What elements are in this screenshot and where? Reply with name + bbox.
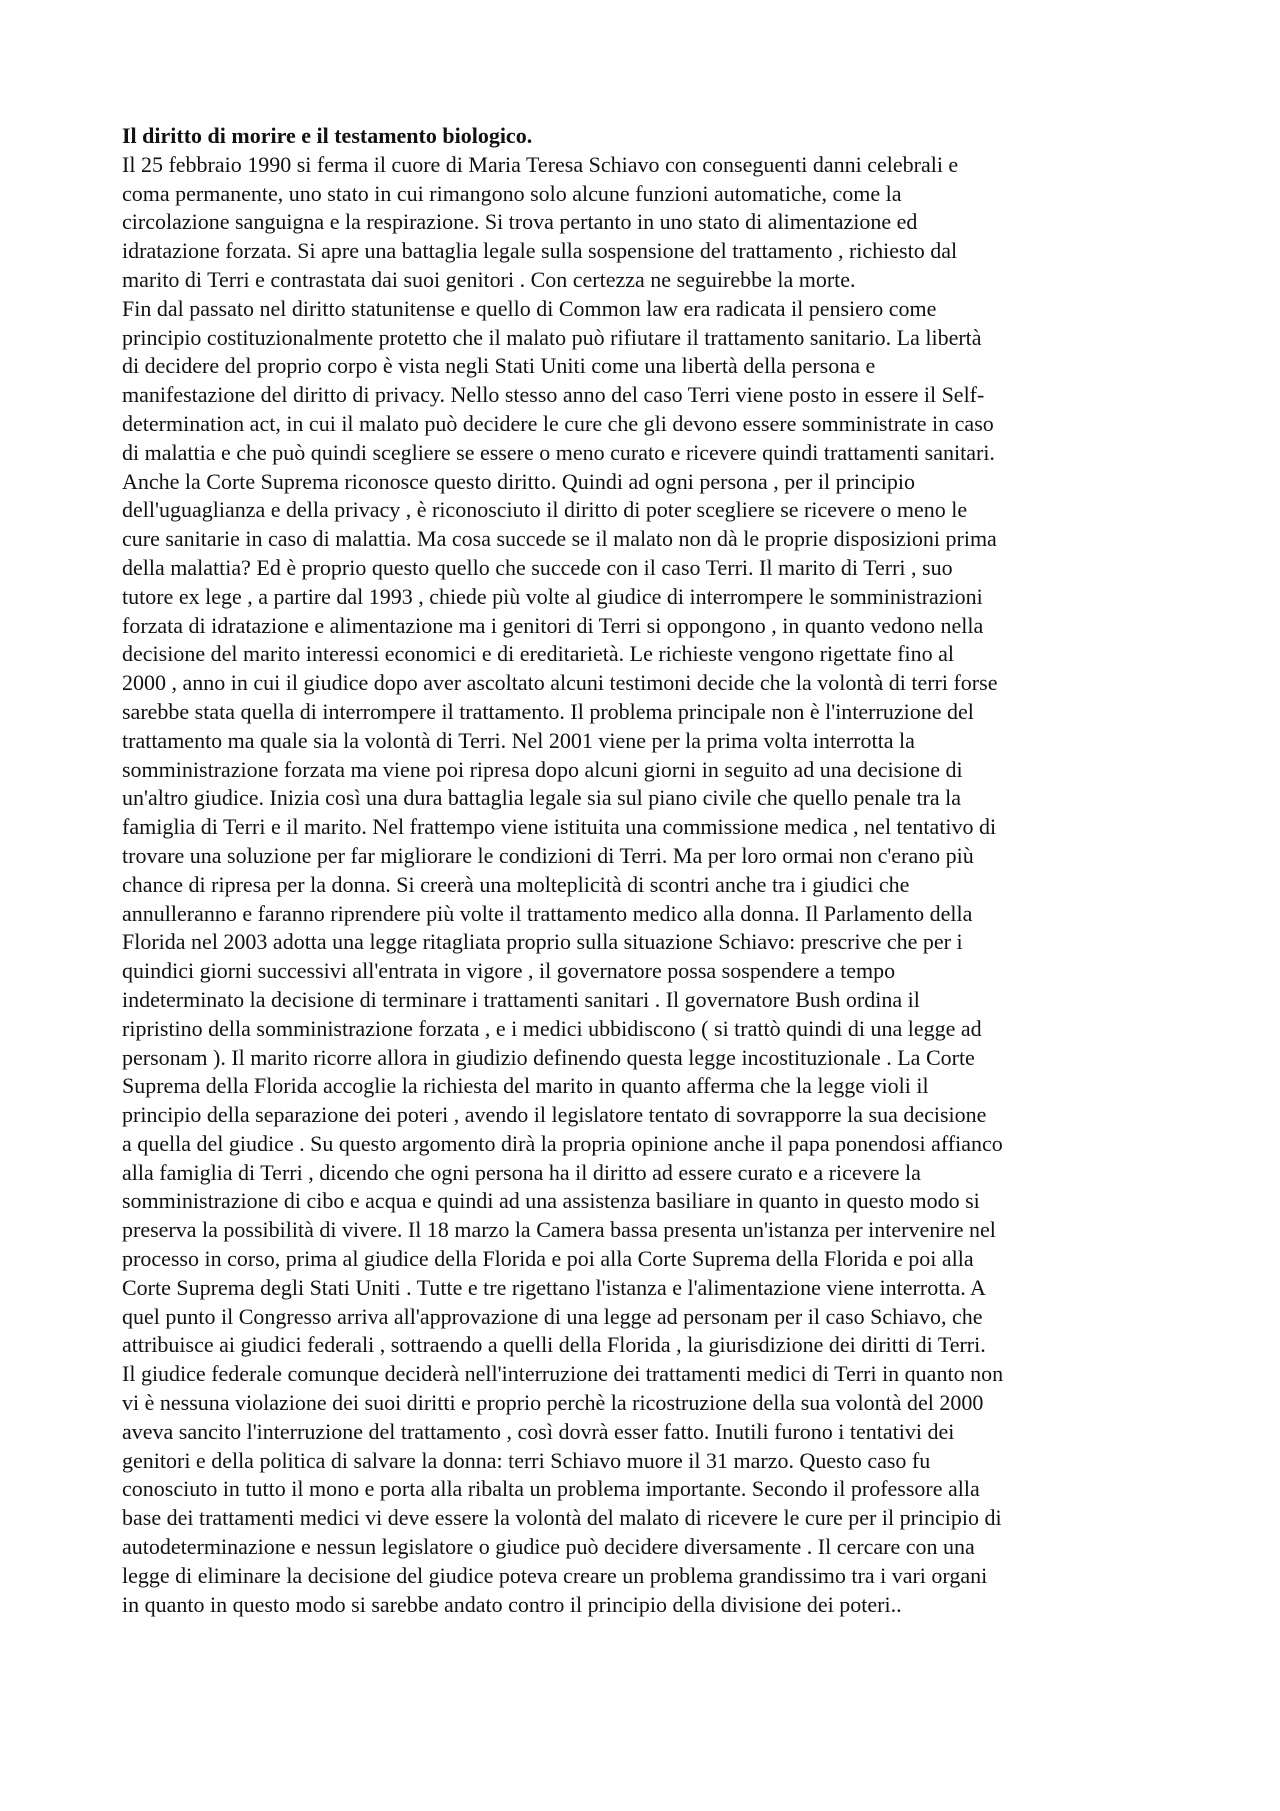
paragraph-intro: Il 25 febbraio 1990 si ferma il cuore di Maria Teresa Schiavo con conseguenti danni celebrali e coma permanente, uno stato in cui rimangono solo alcune funzioni automatiche, come la circolazione sanguigna e la respirazione. Si trova pertanto in uno stato di alimentazione ed idratazione forzata. Si apre una battaglia legale sulla sospensione del trattamento , richiesto dal marito di Terri e contrastata dai suoi genitori . Con certezza ne seguirebbe la morte. xyxy=(122,151,959,292)
document-body xyxy=(122,122,1162,1619)
paragraph-main: Fin dal passato nel diritto statunitense e quello di Common law era radicata il pensiero come principio costituzionalmente protetto che il malato può rifiutare il trattamento sanitario. La libertà di decidere del proprio corpo è vista negli Stati Uniti come una libertà della persona e manifestazione del diritto di privacy. Nello stesso anno del caso Terri viene posto in essere il Self- determination act, in cui il malato può decidere le cure che gli devono essere somministrate in caso di malattia e che può quindi scegliere se essere o meno curato e ricevere quindi trattamenti sanitari. Anche la Corte Suprema riconosce questo diritto. Quindi ad ogni persona , per il principio dell'uguaglianza e della privacy , è riconosciuto il diritto di poter scegliere se ricevere o meno le cure sanitarie in caso di malattia. Ma cosa succede se il malato non dà le proprie disposizioni prima della malattia? Ed è proprio questo quello che succede con il caso Terri. Il marito di Terri , suo tutore ex lege , a partire dal 1993 , chiede più volte al giudice di interrompere le somministrazioni forzata di idratazione e alimentazione ma i genitori di Terri si oppongono , in quanto vedono nella decisione del marito interessi economici e di ereditarietà. Le richieste vengono rigettate fino al 2000 , anno in cui il giudice dopo aver ascoltato alcuni testimoni decide che la volontà di terri forse sarebbe stata quella di interrompere il trattamento. Il problema principale non è l'interruzione del trattamento ma quale sia la volontà di Terri. Nel 2001 viene per la prima volta interrotta la somministrazione forzata ma viene poi ripresa dopo alcuni giorni in seguito ad una decisione di un'altro giudice. Inizia così una dura battaglia legale sia sul piano civile che quello penale tra la famiglia di Terri e il marito. Nel frattempo viene istituita una commissione medica , nel tentativo di trovare una soluzione per far migliorare le condizioni di Terri. Ma per loro ormai non c'erano più chance di ripresa per la donna. Si creerà una molteplicità di scontri anche tra i giudici che annulleranno e faranno riprendere più volte il trattamento medico alla donna. Il Parlamento della Florida nel 2003 adotta una legge ritagliata proprio sulla situazione Schiavo: prescrive che per i quindici giorni successivi all'entrata in vigore , il governatore possa sospendere a tempo indeterminato la decisione di terminare i trattamenti sanitari . Il governatore Bush ordina il ripristino della somministrazione forzata , e i medici ubbidiscono ( si trattò quindi di una legge ad personam ). Il marito ricorre allora in giudizio definendo questa legge incostituzionale . La Corte Suprema della Florida accoglie la richiesta del marito in quanto afferma che la legge violi il principio della separazione dei poteri , avendo il legislatore tentato di sovrapporre la sua decisione a quella del giudice . Su questo argomento dirà la propria opinione anche il papa ponendosi affianco alla famiglia di Terri , dicendo che ogni persona ha il diritto ad essere curato e a ricevere la somministrazione di cibo e acqua e quindi ad una assistenza basiliare in quanto in questo modo si preserva la possibilità di vivere. Il 18 marzo la Camera bassa presenta un'istanza per intervenire nel processo in corso, prima al giudice della Florida e poi alla Corte Suprema della Florida e poi alla Corte Suprema degli Stati Uniti . Tutte e tre rigettano l'istanza e l'alimentazione viene interrotta. A quel punto il Congresso arriva all'approvazione di una legge ad personam per il caso Schiavo, che attribuisce ai giudici federali , sottraendo a quelli della Florida , la giurisdizione dei diritti di Terri. Il giudice federale comunque deciderà nell'interruzione dei trattamenti medici di Terri in quanto non vi è nessuna violazione dei suoi diritti e proprio perchè la ricostruzione della sua volontà del 2000 aveva sancito l'interruzione del trattamento , così dovrà esser fatto. Inutili furono i tentativi dei genitori e della politica di salvare la donna: terri Schiavo muore il 31 marzo. Questo caso fu conosciuto in tutto il mono e porta alla ribalta un problema importante. Secondo il professore alla base dei trattamenti medici vi deve essere la volontà del malato di ricevere le cure per il principio di autodeterminazione e nessun legislatore o giudice può decidere diversamente . Il cercare con una legge di eliminare la decisione del giudice poteva creare un problema grandissimo tra i vari organi in quanto in questo modo si sarebbe andato contro il principio della divisione dei poteri.. xyxy=(122,295,1004,1617)
document-title: Il diritto di morire e il testamento biologico. xyxy=(122,123,533,148)
